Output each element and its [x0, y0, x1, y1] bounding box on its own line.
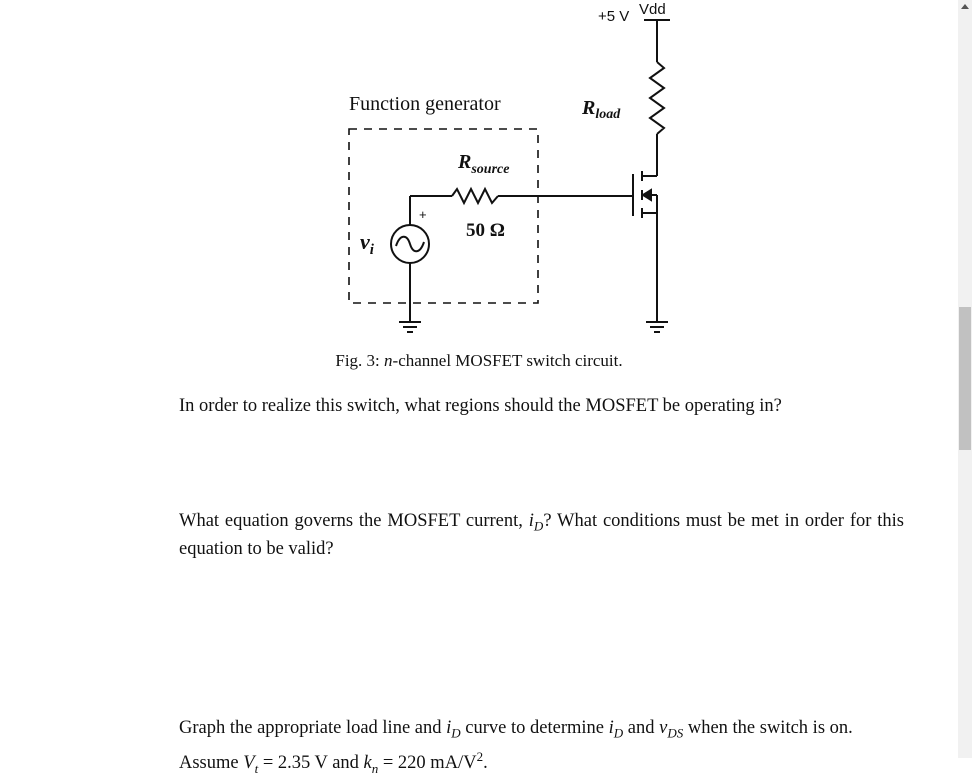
- ground-symbol-left: [399, 322, 421, 332]
- resistor-value-label: 50 Ω: [466, 220, 505, 241]
- source-resistor: [452, 189, 498, 203]
- ground-symbol-right: [646, 322, 668, 332]
- load-resistor: [650, 62, 664, 134]
- mosfet-switch-circuit-diagram: [330, 0, 690, 345]
- rsource-label: $R_{source}$: [458, 151, 510, 177]
- figure-caption: Fig. 3: n-channel MOSFET switch circuit.: [335, 351, 623, 370]
- function-generator-label: Function generator: [349, 93, 501, 115]
- question-load-line: Graph the appropriate load line and $i_D$ curve to determine $i_D$ and $v_{DS}$ when the switch is on. Assume $V_t = 2.35$ V and $k_n = 220$ $mA/V^2$.: [179, 718, 853, 776]
- question-mosfet-current-equation: What equation governs the MOSFET current, $i_D$? What conditions must be met in order for this equation to be valid?: [179, 511, 904, 559]
- scrollbar-thumb[interactable]: [959, 307, 971, 450]
- n-channel-mosfet: [633, 171, 657, 322]
- plus-sign: +: [419, 207, 427, 222]
- question-operating-region: In order to realize this switch, what regions should the MOSFET be operating in?: [179, 396, 782, 416]
- rload-label: $R_{load}$: [582, 97, 621, 122]
- supply-voltage-label: +5 V: [598, 8, 630, 25]
- function-generator-box: [349, 129, 538, 303]
- vdd-label: Vdd: [639, 1, 666, 18]
- vertical-scrollbar[interactable]: [958, 0, 972, 758]
- scroll-up-arrow-icon[interactable]: [958, 0, 972, 14]
- vi-label: $v_i$: [360, 229, 374, 258]
